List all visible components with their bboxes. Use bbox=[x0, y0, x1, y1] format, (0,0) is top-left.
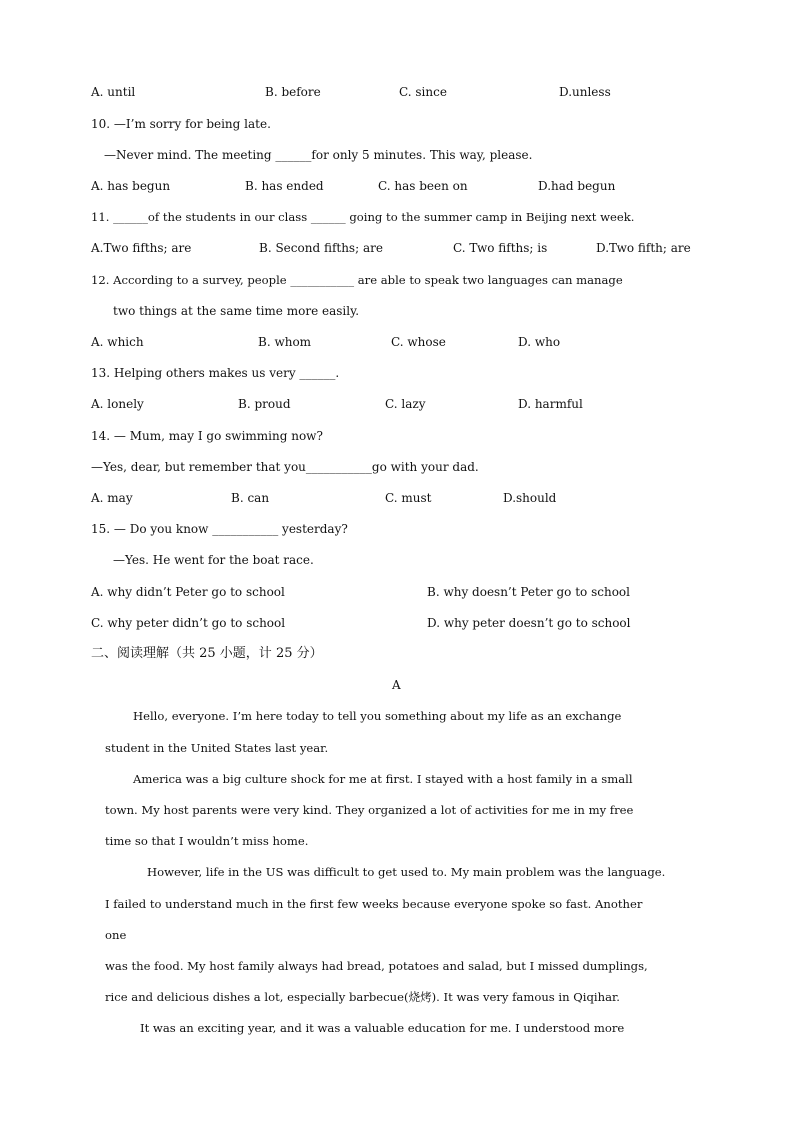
q11-option-a: A.Two fifths; are bbox=[91, 241, 192, 255]
q9-option-c: C. since bbox=[399, 85, 447, 99]
passage-line: was the food. My host family always had bread, potatoes and salad, but I missed dumplings, bbox=[105, 959, 648, 973]
passage-line: student in the United States last year. bbox=[105, 741, 329, 755]
q13-option-b: B. proud bbox=[238, 397, 291, 411]
q15-option-b: B. why doesn’t Peter go to school bbox=[427, 585, 630, 599]
q14-prompt: 14. — Mum, may I go swimming now? bbox=[91, 429, 323, 443]
q14-reply: —Yes, dear, but remember that you___________go with your dad. bbox=[91, 460, 479, 474]
q10-reply: —Never mind. The meeting ______for only 5 minutes. This way, please. bbox=[104, 148, 533, 162]
q11-option-c: C. Two fifths; is bbox=[453, 241, 548, 255]
passage-line: It was an exciting year, and it was a valuable education for me. I understood more bbox=[140, 1021, 625, 1035]
q12-option-a: A. which bbox=[91, 335, 144, 349]
q13-option-d: D. harmful bbox=[518, 397, 583, 411]
q12-option-c: C. whose bbox=[391, 335, 446, 349]
q10-option-b: B. has ended bbox=[245, 179, 324, 193]
q9-option-d: D.unless bbox=[559, 85, 611, 99]
q15-option-a: A. why didn’t Peter go to school bbox=[91, 585, 285, 599]
q15-prompt: 15. — Do you know ___________ yesterday? bbox=[91, 522, 348, 536]
q10-option-c: C. has been on bbox=[378, 179, 468, 193]
passage-line: one bbox=[105, 928, 127, 942]
q12-prompt: 12. According to a survey, people ___________ are able to speak two languages can manage bbox=[91, 273, 623, 287]
q15-option-c: C. why peter didn’t go to school bbox=[91, 616, 286, 630]
q15-reply: —Yes. He went for the boat race. bbox=[113, 553, 314, 567]
passage-line: rice and delicious dishes a lot, especially barbecue(烧烤). It was very famous in Qiqihar. bbox=[105, 990, 620, 1004]
passage-line: Hello, everyone. I’m here today to tell you something about my life as an exchange bbox=[133, 709, 622, 723]
passage-line: I failed to understand much in the first few weeks because everyone spoke so fast. Another bbox=[105, 897, 643, 911]
q10-option-d: D.had begun bbox=[538, 179, 616, 193]
q12-prompt-continued: two things at the same time more easily. bbox=[113, 304, 360, 318]
q11-option-b: B. Second fifths; are bbox=[259, 241, 383, 255]
q13-option-a: A. lonely bbox=[91, 397, 144, 411]
q14-option-a: A. may bbox=[91, 491, 133, 505]
q12-option-b: B. whom bbox=[258, 335, 312, 349]
q11-option-d: D.Two fifth; are bbox=[596, 241, 691, 255]
q14-option-d: D.should bbox=[503, 491, 557, 505]
passage-line: town. My host parents were very kind. They organized a lot of activities for me in my free bbox=[105, 803, 634, 817]
q12-option-d: D. who bbox=[518, 335, 561, 349]
q11-prompt: 11. ______of the students in our class ______ going to the summer camp in Beijing next week. bbox=[91, 210, 635, 224]
q9-option-b: B. before bbox=[265, 85, 321, 99]
section-heading-reading: 二、阅读理解（共 25 小题，计 25 分） bbox=[91, 646, 323, 661]
passage-label: A bbox=[392, 678, 401, 692]
q13-option-c: C. lazy bbox=[385, 397, 426, 411]
q10-prompt: 10. —I’m sorry for being late. bbox=[91, 117, 271, 131]
q10-option-a: A. has begun bbox=[91, 179, 171, 193]
q14-option-c: C. must bbox=[385, 491, 432, 505]
passage-line: time so that I wouldn’t miss home. bbox=[105, 834, 309, 848]
q15-option-d: D. why peter doesn’t go to school bbox=[427, 616, 631, 630]
q14-option-b: B. can bbox=[231, 491, 270, 505]
passage-line: However, life in the US was difficult to get used to. My main problem was the language. bbox=[147, 865, 666, 879]
q13-prompt: 13. Helping others makes us very ______. bbox=[91, 366, 340, 380]
q9-option-a: A. until bbox=[91, 85, 136, 99]
passage-line: America was a big culture shock for me at first. I stayed with a host family in a small bbox=[133, 772, 633, 786]
